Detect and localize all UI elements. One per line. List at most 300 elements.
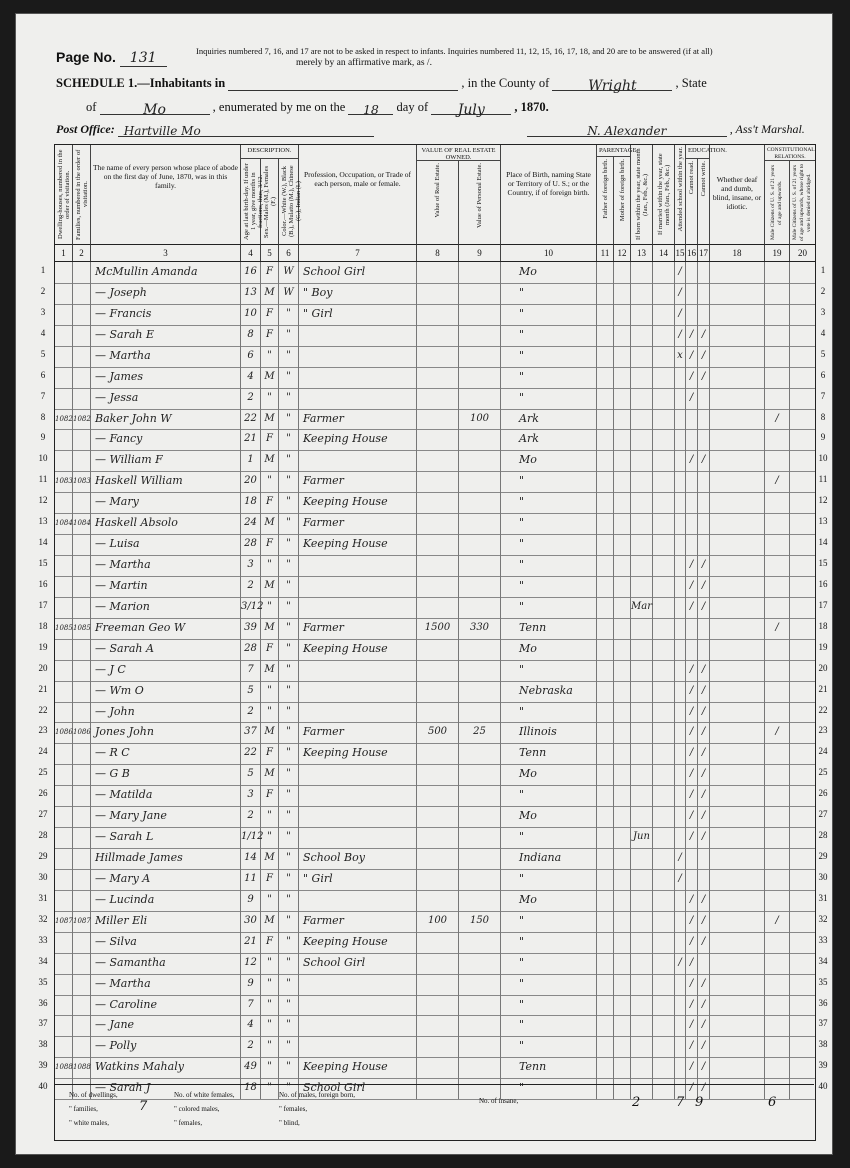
cell-read: /	[686, 346, 698, 367]
cell-empty	[614, 932, 631, 953]
col-header-age-text: Age at last birth-day. If under 1 year, give months in fractions, thus, 3/12.	[243, 163, 264, 240]
cell-pe: 330	[459, 618, 501, 639]
cell-sch	[675, 911, 686, 932]
cell-empty	[710, 576, 765, 597]
col-header-birthplace-text: Place of Birth, naming State or Territory of U. S.; or the Country, if of foreign birth.	[506, 170, 591, 197]
row-number-right: 38	[818, 1039, 828, 1050]
row-number-left: 30	[38, 871, 48, 882]
cell-age: 14	[241, 848, 261, 869]
cell-empty	[710, 1015, 765, 1036]
cell-write: /	[698, 555, 710, 576]
cell-fam	[73, 639, 91, 660]
education-group-text: EDUCATION.	[688, 147, 727, 154]
description-group-header	[241, 145, 299, 159]
cell-name: Haskell William	[91, 471, 241, 492]
cell-birth: Mo	[501, 262, 597, 283]
cell-empty	[710, 639, 765, 660]
cell-empty	[710, 681, 765, 702]
cell-sex: F	[261, 492, 279, 513]
month-value: July	[431, 102, 511, 115]
cell-occ	[299, 702, 417, 723]
cell-write	[698, 304, 710, 325]
cell-pe	[459, 827, 501, 848]
row-number-left: 40	[38, 1081, 48, 1092]
cell-birth: "	[501, 827, 597, 848]
cell-name: — Francis	[91, 304, 241, 325]
cell-write: /	[698, 785, 710, 806]
cell-name: — Martin	[91, 576, 241, 597]
col-header-married-month	[653, 145, 675, 245]
cell-dw	[55, 995, 73, 1016]
col-header-color-text: Color.—White (W.), Black (B.), Mulatto (M.), Chinese (C.), Indian (I.)	[281, 165, 302, 238]
row-number-left: 35	[38, 976, 48, 987]
cell-fam: 1086	[73, 722, 91, 743]
cell-occ	[299, 597, 417, 618]
cell-empty	[710, 346, 765, 367]
cell-empty	[597, 346, 614, 367]
cell-cit: /	[765, 722, 790, 743]
cell-sex: F	[261, 262, 279, 283]
row-number-right: 10	[818, 453, 828, 464]
cell-sex: "	[261, 702, 279, 723]
cell-pe: 150	[459, 911, 501, 932]
cell-age: 9	[241, 974, 261, 995]
cell-cit	[765, 1057, 790, 1078]
cell-re	[417, 932, 459, 953]
col-header-color	[279, 159, 302, 245]
cell-pe	[459, 597, 501, 618]
cell-empty	[614, 974, 631, 995]
cell-empty	[653, 1015, 675, 1036]
cell-sch: /	[675, 304, 686, 325]
cell-birth: "	[501, 932, 597, 953]
cell-re	[417, 785, 459, 806]
description-group-text: DESCRIPTION.	[247, 147, 292, 154]
cell-empty	[790, 911, 815, 932]
cell-read: /	[686, 367, 698, 388]
row-number-right: 31	[818, 892, 828, 903]
cell-birth: Mo	[501, 806, 597, 827]
cell-cit	[765, 1036, 790, 1057]
cell-empty	[614, 1015, 631, 1036]
cell-color: W	[279, 262, 299, 283]
row-number-right: 25	[818, 767, 828, 778]
township-blank	[228, 78, 458, 91]
cell-fam	[73, 743, 91, 764]
cell-age: 3	[241, 555, 261, 576]
col-header-occupation	[299, 145, 417, 245]
cell-empty	[653, 492, 675, 513]
cell-sch	[675, 995, 686, 1016]
cell-occ: Farmer	[299, 722, 417, 743]
cell-re	[417, 492, 459, 513]
col-header-citizen-text: Male Citizens of U. S. of 21 years of age and upwards.	[770, 165, 783, 240]
cell-empty	[614, 471, 631, 492]
cell-write	[698, 618, 710, 639]
cell-empty	[597, 827, 614, 848]
cell-read	[686, 618, 698, 639]
cell-empty	[653, 722, 675, 743]
cell-color: "	[279, 702, 299, 723]
cell-pe	[459, 995, 501, 1016]
cell-age: 21	[241, 429, 261, 450]
cell-empty	[614, 325, 631, 346]
cell-empty	[597, 743, 614, 764]
row-number-left: 9	[40, 432, 46, 443]
cell-color: "	[279, 953, 299, 974]
cell-age: 1/12	[241, 827, 261, 848]
cell-re	[417, 681, 459, 702]
cell-color: "	[279, 597, 299, 618]
cell-occ: Keeping House	[299, 1057, 417, 1078]
cell-empty	[614, 492, 631, 513]
cell-write: /	[698, 597, 710, 618]
cell-pe	[459, 492, 501, 513]
cell-empty	[614, 513, 631, 534]
cell-sch	[675, 764, 686, 785]
cell-empty	[710, 304, 765, 325]
cell-birth: "	[501, 869, 597, 890]
cell-age: 1	[241, 450, 261, 471]
cell-pe	[459, 932, 501, 953]
cell-birth: "	[501, 1015, 597, 1036]
cell-dw	[55, 785, 73, 806]
table-row	[55, 367, 815, 389]
cell-sch	[675, 513, 686, 534]
cell-sch	[675, 806, 686, 827]
cell-birth: "	[501, 367, 597, 388]
cell-m13	[631, 534, 653, 555]
cell-dw	[55, 555, 73, 576]
cell-sex: F	[261, 639, 279, 660]
cell-birth: "	[501, 304, 597, 325]
cell-birth: "	[501, 492, 597, 513]
cell-empty	[653, 534, 675, 555]
cell-name: — Fancy	[91, 429, 241, 450]
cell-empty	[597, 785, 614, 806]
cell-birth: "	[501, 534, 597, 555]
cell-write	[698, 388, 710, 409]
cell-cit	[765, 388, 790, 409]
cell-sch: x	[675, 346, 686, 367]
cell-re	[417, 471, 459, 492]
row-number-left: 7	[40, 390, 46, 401]
cell-empty	[790, 702, 815, 723]
cell-occ	[299, 346, 417, 367]
cell-sex: M	[261, 513, 279, 534]
cell-write: /	[698, 1036, 710, 1057]
cell-empty	[710, 953, 765, 974]
cell-pe	[459, 325, 501, 346]
cell-m13: Jun	[631, 827, 653, 848]
cell-color: "	[279, 869, 299, 890]
cell-read: /	[686, 597, 698, 618]
cell-empty	[710, 597, 765, 618]
column-number: 8	[417, 245, 459, 261]
marshal-label: , Ass't Marshal.	[729, 122, 805, 136]
cell-occ: " Girl	[299, 304, 417, 325]
cell-color: "	[279, 974, 299, 995]
cell-cit	[765, 764, 790, 785]
cell-empty	[614, 450, 631, 471]
cell-read: /	[686, 995, 698, 1016]
instructions-line-2: merely by an affirmative mark, as /.	[296, 58, 432, 68]
cell-fam	[73, 660, 91, 681]
cell-empty	[597, 953, 614, 974]
row-number-left: 13	[38, 516, 48, 527]
col-header-write-text: Cannot write.	[700, 161, 707, 197]
cell-color: W	[279, 283, 299, 304]
cell-cit: /	[765, 618, 790, 639]
cell-read	[686, 639, 698, 660]
table-row	[55, 932, 815, 954]
cell-re	[417, 450, 459, 471]
cell-color: "	[279, 1057, 299, 1078]
cell-fam	[73, 806, 91, 827]
col-header-occupation-text: Profession, Occupation, or Trade of each person, male or female.	[303, 170, 412, 188]
cell-empty	[597, 639, 614, 660]
table-row	[55, 764, 815, 786]
cell-dw	[55, 367, 73, 388]
cell-read: /	[686, 1078, 698, 1099]
table-row	[55, 827, 815, 849]
col-header-family-text: Families, numbered in the order of visitation.	[75, 149, 89, 240]
cell-empty	[653, 513, 675, 534]
cell-empty	[597, 848, 614, 869]
cell-write: /	[698, 702, 710, 723]
row-number-left: 18	[38, 620, 48, 631]
cell-color: "	[279, 513, 299, 534]
cell-empty	[597, 492, 614, 513]
cell-fam: 1084	[73, 513, 91, 534]
cell-dw	[55, 869, 73, 890]
cell-empty	[597, 681, 614, 702]
table-row	[55, 974, 815, 996]
col-header-name-text: The name of every person whose place of abode on the first day of June, 1870, was in this family.	[93, 163, 238, 190]
cell-empty	[597, 618, 614, 639]
cell-read: /	[686, 576, 698, 597]
cell-pe	[459, 346, 501, 367]
cell-birth: Ark	[501, 409, 597, 430]
cell-empty	[710, 1057, 765, 1078]
col-header-married-month-text: If married within the year, state month (Jan., Feb., &c.)	[656, 153, 671, 236]
col-header-mother-foreign	[614, 157, 631, 245]
cell-cit	[765, 743, 790, 764]
cell-cit	[765, 702, 790, 723]
table-row	[55, 702, 815, 724]
cell-write: /	[698, 450, 710, 471]
column-number: 3	[91, 245, 241, 261]
row-number-left: 29	[38, 851, 48, 862]
cell-empty	[790, 429, 815, 450]
cell-empty	[597, 1036, 614, 1057]
day-value: 18	[348, 102, 393, 115]
column-number: 1	[55, 245, 73, 261]
cell-empty	[614, 660, 631, 681]
cell-read	[686, 304, 698, 325]
cell-pe	[459, 367, 501, 388]
cell-empty	[790, 953, 815, 974]
column-number: 13	[631, 245, 653, 261]
cell-m13	[631, 262, 653, 283]
cell-empty	[710, 534, 765, 555]
row-number-right: 2	[820, 285, 826, 296]
cell-sex: M	[261, 660, 279, 681]
cell-m13	[631, 346, 653, 367]
cell-dw	[55, 597, 73, 618]
row-number-left: 27	[38, 809, 48, 820]
total-col-12: 2	[632, 1095, 641, 1110]
cell-sex: "	[261, 681, 279, 702]
cell-cit	[765, 932, 790, 953]
cell-pe	[459, 429, 501, 450]
cell-re	[417, 429, 459, 450]
insane-label: No. of insane,	[479, 1097, 519, 1105]
row-number-left: 22	[38, 704, 48, 715]
cell-occ	[299, 367, 417, 388]
cell-name: — Martha	[91, 555, 241, 576]
cell-cit	[765, 367, 790, 388]
cell-empty	[710, 974, 765, 995]
cell-birth: "	[501, 576, 597, 597]
total-col-15: 7	[676, 1095, 685, 1110]
cell-cit: /	[765, 409, 790, 430]
row-number-right: 7	[820, 390, 826, 401]
row-number-left: 36	[38, 997, 48, 1008]
cell-pe	[459, 702, 501, 723]
cell-empty	[653, 974, 675, 995]
cell-dw	[55, 1015, 73, 1036]
table-row	[55, 1057, 815, 1079]
cell-name: — Jessa	[91, 388, 241, 409]
col-header-vote-denied	[790, 161, 815, 245]
page-label: Page No.	[56, 49, 116, 65]
cell-sex: F	[261, 932, 279, 953]
cell-occ	[299, 450, 417, 471]
row-number-right: 6	[820, 369, 826, 380]
cell-empty	[790, 262, 815, 283]
cell-dw	[55, 764, 73, 785]
row-number-right: 35	[818, 976, 828, 987]
cell-cit	[765, 869, 790, 890]
cell-birth: Mo	[501, 890, 597, 911]
cell-empty	[597, 660, 614, 681]
cell-cit	[765, 346, 790, 367]
cell-pe	[459, 764, 501, 785]
cell-age: 28	[241, 534, 261, 555]
cell-pe	[459, 681, 501, 702]
cell-read: /	[686, 974, 698, 995]
table-row	[55, 660, 815, 682]
cell-re	[417, 1057, 459, 1078]
column-number: 15	[675, 245, 686, 261]
cell-dw	[55, 743, 73, 764]
cell-empty	[653, 764, 675, 785]
cell-age: 2	[241, 806, 261, 827]
cell-sex: F	[261, 325, 279, 346]
cell-empty	[614, 304, 631, 325]
cell-empty	[710, 932, 765, 953]
col-header-sex-text: Sex.—Males (M.), Females (F.)	[263, 165, 277, 238]
cell-dw: 1082	[55, 409, 73, 430]
cell-empty	[653, 827, 675, 848]
cell-write: /	[698, 660, 710, 681]
cell-color: "	[279, 806, 299, 827]
colored-females-label: " females,	[174, 1119, 203, 1127]
cell-m13	[631, 388, 653, 409]
cell-read: /	[686, 1036, 698, 1057]
cell-dw: 1083	[55, 471, 73, 492]
cell-pe	[459, 555, 501, 576]
col-header-school-text: Attended school within the year.	[677, 147, 684, 232]
cell-re	[417, 304, 459, 325]
cell-color: "	[279, 346, 299, 367]
cell-name: — Joseph	[91, 283, 241, 304]
row-number-right: 18	[818, 620, 828, 631]
cell-age: 11	[241, 869, 261, 890]
row-number-right: 32	[818, 913, 828, 924]
cell-read: /	[686, 660, 698, 681]
cell-fam	[73, 304, 91, 325]
cell-color: "	[279, 534, 299, 555]
col-header-personal-estate-text: Value of Personal Estate.	[476, 163, 483, 228]
cell-name: — Jane	[91, 1015, 241, 1036]
parentage-group-text: PARENTAGE.	[599, 147, 639, 154]
cell-occ	[299, 890, 417, 911]
cell-write: /	[698, 890, 710, 911]
cell-fam	[73, 325, 91, 346]
cell-dw	[55, 890, 73, 911]
cell-empty	[597, 764, 614, 785]
cell-empty	[597, 806, 614, 827]
cell-m13	[631, 743, 653, 764]
cell-re	[417, 639, 459, 660]
cell-empty	[614, 743, 631, 764]
cell-fam	[73, 388, 91, 409]
cell-write	[698, 848, 710, 869]
cell-color: "	[279, 660, 299, 681]
column-number: 4	[241, 245, 261, 261]
cell-re	[417, 974, 459, 995]
county-value: Wright	[552, 78, 672, 91]
cell-dw: 1085	[55, 618, 73, 639]
cell-empty	[614, 953, 631, 974]
cell-sex: "	[261, 555, 279, 576]
row-number-right: 5	[820, 348, 826, 359]
cell-empty	[790, 450, 815, 471]
post-office-line	[56, 122, 805, 137]
table-row	[55, 576, 815, 598]
cell-cit	[765, 660, 790, 681]
cell-sch: /	[675, 848, 686, 869]
cell-fam	[73, 1015, 91, 1036]
cell-sch	[675, 534, 686, 555]
summary-footer	[54, 1084, 814, 1140]
state-value: Mo	[100, 102, 210, 115]
year-label: , 1870.	[514, 100, 549, 114]
cell-dw	[55, 827, 73, 848]
cell-sex: M	[261, 618, 279, 639]
cell-age: 10	[241, 304, 261, 325]
cell-age: 39	[241, 618, 261, 639]
cell-name: — Martha	[91, 346, 241, 367]
cell-empty	[653, 869, 675, 890]
cell-empty	[614, 283, 631, 304]
cell-read: /	[686, 702, 698, 723]
cell-sch	[675, 660, 686, 681]
table-row	[55, 450, 815, 472]
col-header-citizen	[765, 161, 790, 245]
